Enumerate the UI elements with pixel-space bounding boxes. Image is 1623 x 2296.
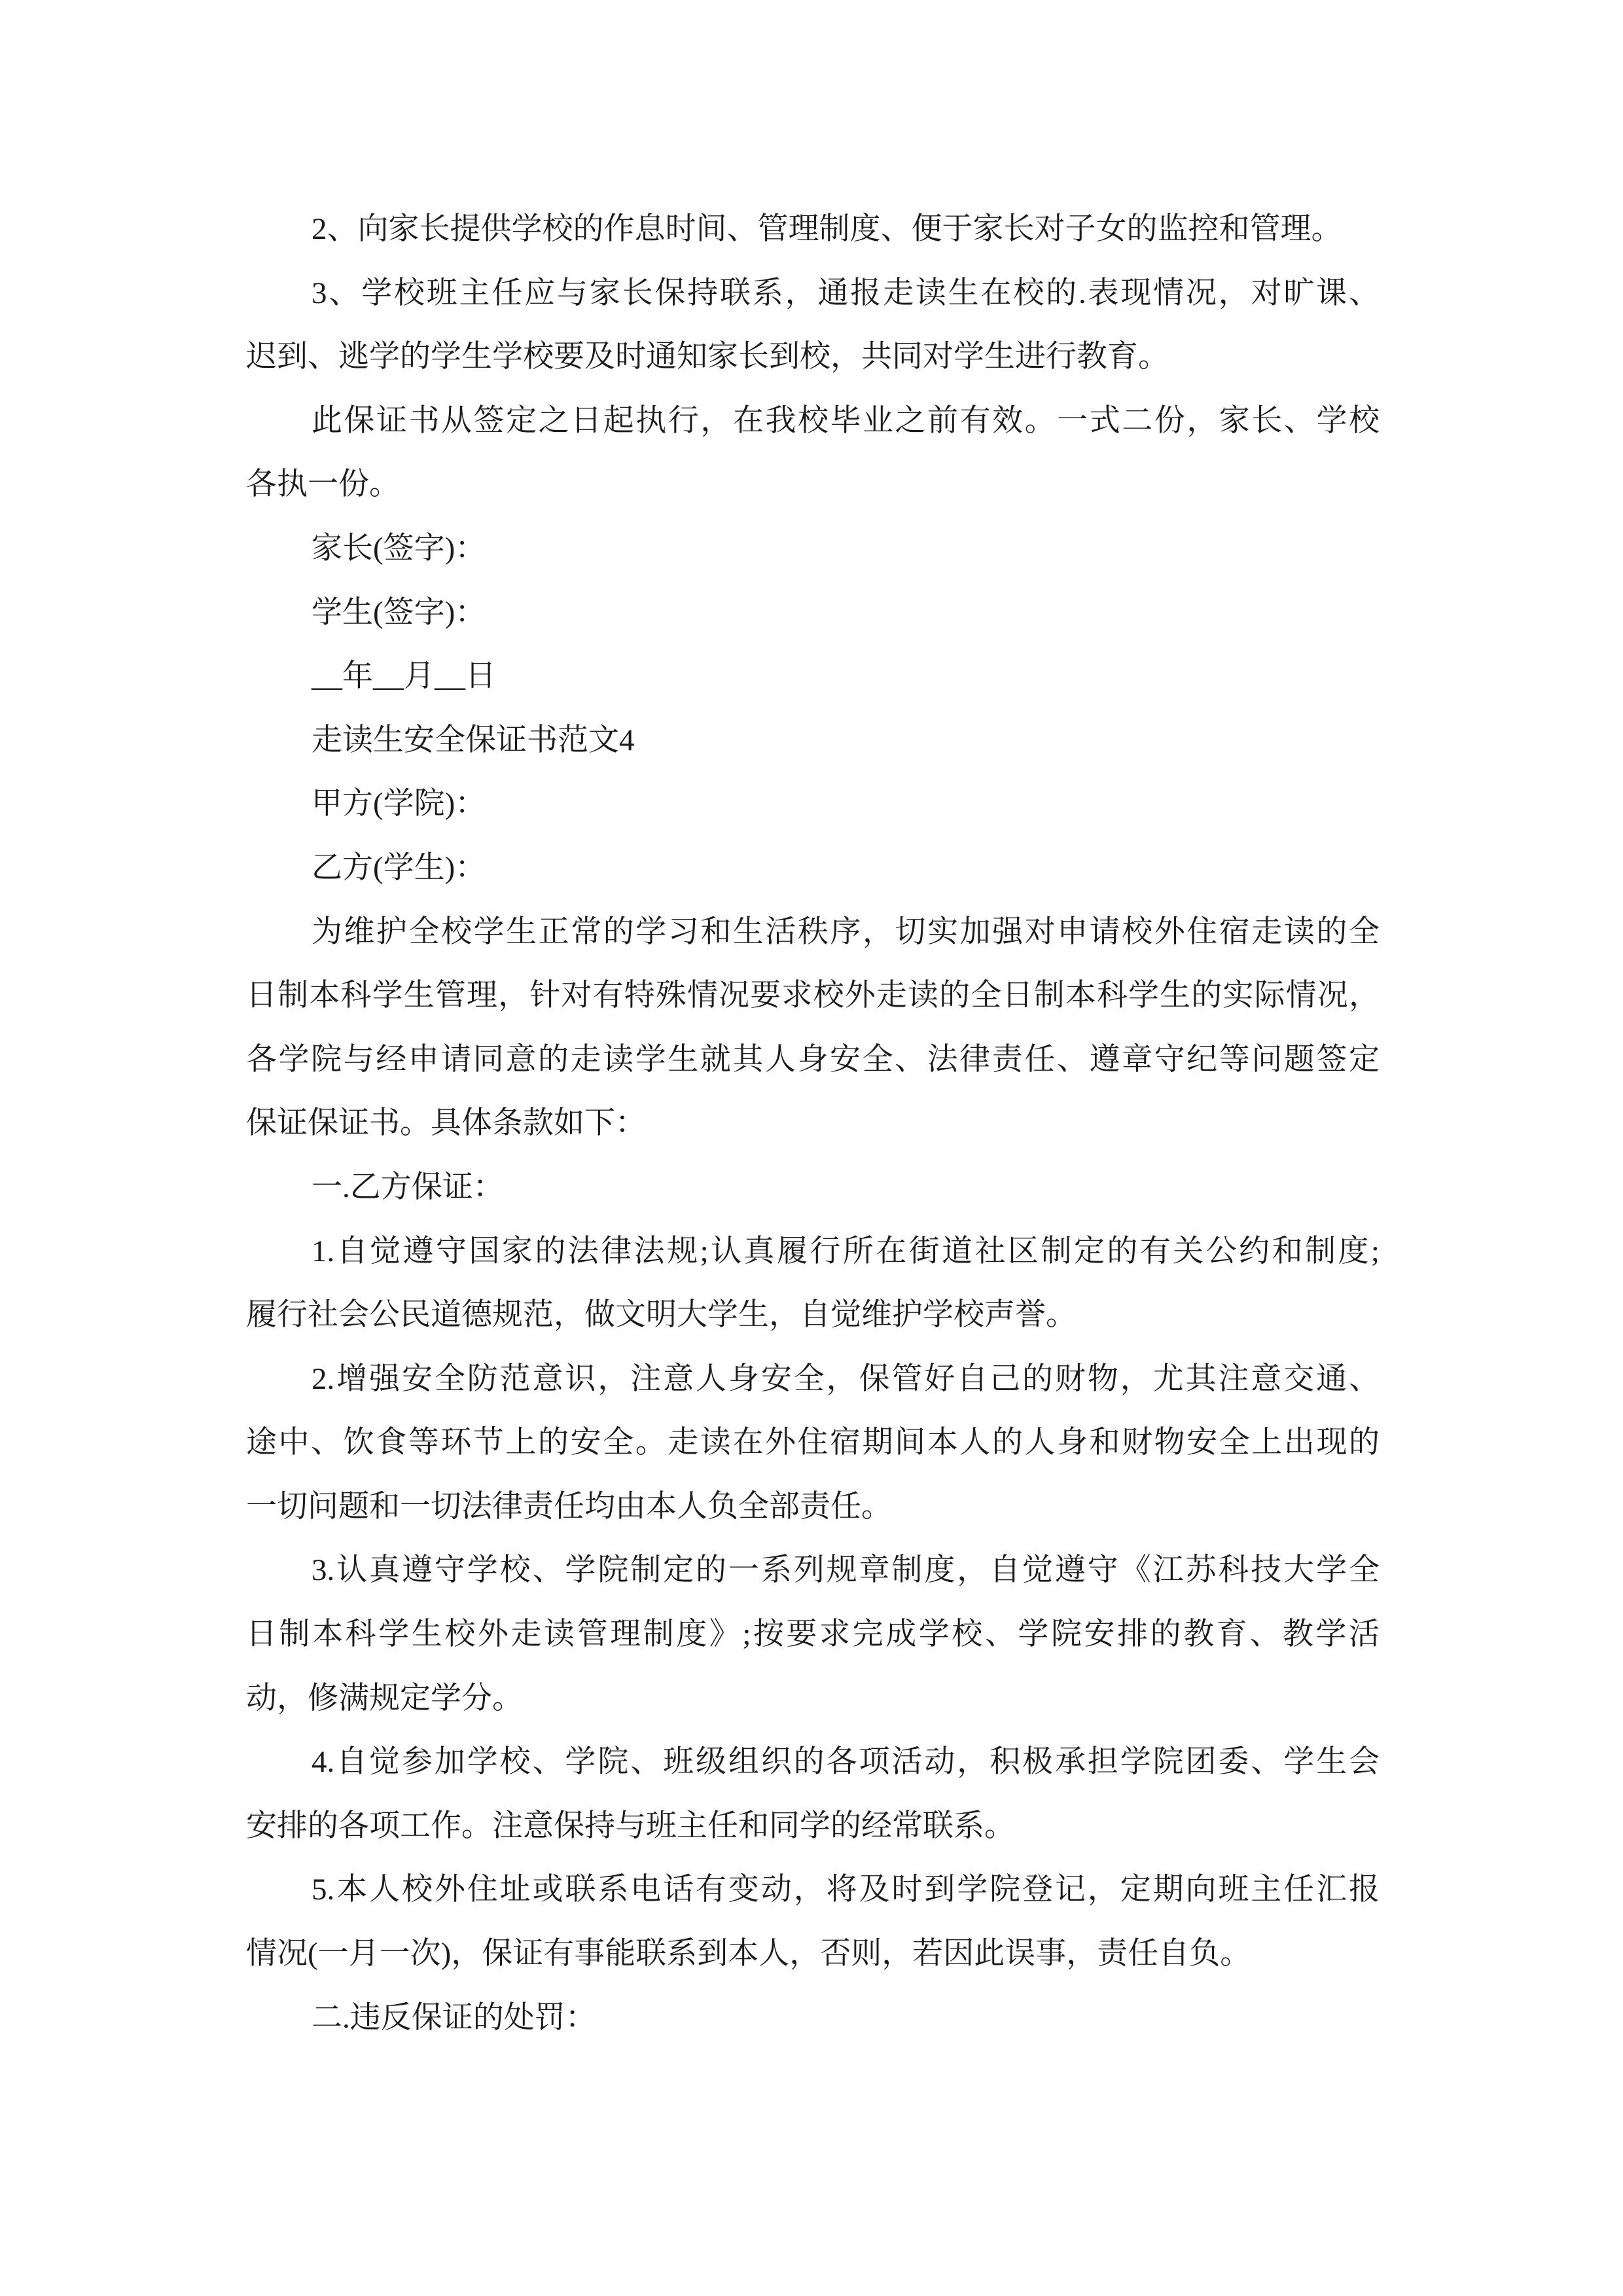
- paragraph: [246, 901, 1380, 1156]
- student-signature-line: [246, 581, 1380, 645]
- paragraph-line: 4.自觉参加学校、学院、班级组织的各项活动，积极承担学院团委、学生会: [312, 1745, 1380, 1780]
- paragraph-line: 1.自觉遵守国家的法律法规;认真履行所在街道社区制定的有关公约和制度;: [312, 1234, 1380, 1268]
- paragraph-line: 情况(一月一次)，保证有事能联系到本人，否则，若因此误事，责任自负。: [246, 1937, 1251, 1971]
- paragraph-line: 迟到、逃学的学生学校要及时通知家长到校，共同对学生进行教育。: [246, 340, 1169, 374]
- paragraph-line: 途中、饮食等环节上的安全。走读在外住宿期间本人的人身和财物安全上出现的: [246, 1426, 1380, 1460]
- paragraph-line: 日制本科学生校外走读管理制度》;按要求完成学校、学院安排的教育、教学活: [246, 1617, 1380, 1652]
- date-line: [246, 645, 1380, 709]
- paragraph-line: 二.违反保证的处罚：: [312, 2000, 596, 2035]
- paragraph-line: 安排的各项工作。注意保持与班主任和同学的经常联系。: [246, 1808, 1015, 1843]
- paragraph-line: 2、向家长提供学校的作息时间、管理制度、便于家长对子女的监控和管理。: [312, 212, 1342, 246]
- parent-signature-line: [246, 517, 1380, 581]
- paragraph-line: 为维护全校学生正常的学习和生活秩序，切实加强对申请校外住宿走读的全: [312, 914, 1380, 949]
- clause-heading: [246, 1156, 1380, 1220]
- paragraph-line: 学生(签字)：: [312, 595, 486, 630]
- paragraph-line: 乙方(学生)：: [312, 850, 486, 885]
- paragraph-line: 此保证书从签定之日起执行，在我校毕业之前有效。一式二份，家长、学校: [312, 403, 1380, 438]
- paragraph-line: 3、学校班主任应与家长保持联系，通报走读生在校的.表现情况，对旷课、: [312, 276, 1380, 310]
- paragraph: [246, 198, 1380, 262]
- paragraph-line: 2.增强安全防范意识，注意人身安全，保管好自己的财物，尤其注意交通、: [312, 1361, 1380, 1396]
- paragraph-line: 家长(签字)：: [312, 531, 486, 565]
- paragraph-line: 履行社会公民道德规范，做文明大学生，自觉维护学校声誉。: [246, 1298, 1077, 1333]
- document-body: [246, 198, 1380, 2050]
- section-title: [246, 709, 1380, 773]
- paragraph-line: 走读生安全保证书范文4: [312, 723, 635, 757]
- paragraph-line: 动，修满规定学分。: [246, 1681, 523, 1715]
- paragraph-line: 日制本科学生管理，针对有特殊情况要求校外走读的全日制本科学生的实际情况，: [246, 978, 1380, 1013]
- paragraph-line: 甲方(学院)：: [312, 787, 486, 821]
- clause-item: [246, 1858, 1380, 1986]
- paragraph-line: 一.乙方保证：: [312, 1170, 504, 1204]
- paragraph-line: 一切问题和一切法律责任均由本人负全部责任。: [246, 1489, 892, 1524]
- paragraph-line: 5.本人校外住址或联系电话有变动，将及时到学院登记，定期向班主任汇报: [312, 1873, 1380, 1907]
- clause-heading: [246, 1986, 1380, 2051]
- paragraph-line: 各学院与经申请同意的走读学生就其人身安全、法律责任、遵章守纪等问题签定: [246, 1042, 1380, 1077]
- paragraph-line: 3.认真遵守学校、学院制定的一系列规章制度，自觉遵守《江苏科技大学全: [312, 1553, 1380, 1588]
- paragraph-line: __年__月__日: [312, 659, 496, 694]
- clause-item: [246, 1731, 1380, 1858]
- clause-item: [246, 1539, 1380, 1731]
- party-b-line: [246, 836, 1380, 901]
- clause-item: [246, 1220, 1380, 1348]
- clause-item: [246, 1348, 1380, 1539]
- paragraph: [246, 389, 1380, 517]
- party-a-line: [246, 772, 1380, 836]
- paragraph: [246, 262, 1380, 389]
- paragraph-line: 保证保证书。具体条款如下：: [246, 1106, 646, 1141]
- paragraph-line: 各执一份。: [246, 467, 400, 502]
